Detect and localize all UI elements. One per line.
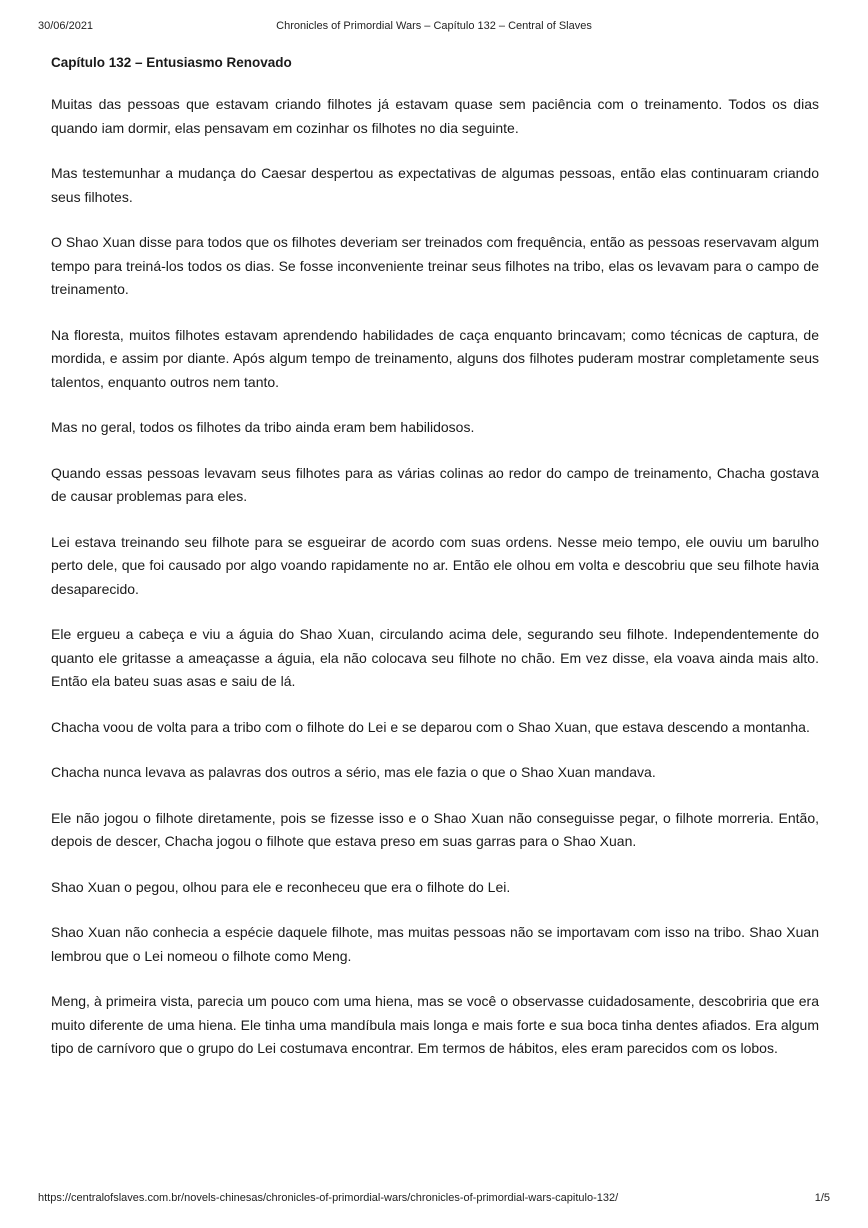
- paragraph: Ele ergueu a cabeça e viu a águia do Shao Xuan, circulando acima dele, segurando seu filhote. Independentemente do quanto ele gritasse a ameaçasse a águia, ela não colocava seu filhote no chão. Em vez disse, ela voava ainda mais alto. Então ela bateu suas asas e saiu de lá.: [51, 626, 819, 689]
- chapter-content: [51, 54, 819, 1083]
- print-date: 30/06/2021: [38, 20, 94, 32]
- page-url: https://centralofslaves.com.br/novels-chinesas/chronicles-of-primordial-wars/chronicles-of-primordial-wars-capitulo-132/: [38, 1192, 619, 1204]
- page-number: 1/5: [814, 1192, 830, 1204]
- print-header: [38, 20, 830, 36]
- document-title: Chronicles of Primordial Wars – Capítulo 132 – Central of Slaves: [276, 20, 592, 32]
- paragraph: Chacha voou de volta para a tribo com o filhote do Lei e se deparou com o Shao Xuan, que estava descendo a montanha.: [51, 718, 810, 735]
- paragraph: Shao Xuan não conhecia a espécie daquele filhote, mas muitas pessoas não se importavam com isso na tribo. Shao Xuan lembrou que o Lei nomeou o filhote como Meng.: [51, 924, 819, 964]
- paragraph: Na floresta, muitos filhotes estavam aprendendo habilidades de caça enquanto brincavam; como técnicas de captura, de mordida, e assim por diante. Após algum tempo de treinamento, alguns dos filhotes puderam mostrar completamente seus talentos, enquanto outros nem tanto.: [51, 326, 819, 390]
- paragraph: Lei estava treinando seu filhote para se esgueirar de acordo com suas ordens. Nesse meio tempo, ele ouviu um barulho perto dele, que foi causado por algo voando rapidamente no ar. Então ele olhou em volta e descobriu que seu filhote havia desaparecido.: [51, 533, 819, 597]
- paragraph: Mas testemunhar a mudança do Caesar despertou as expectativas de algumas pessoas, então elas continuaram criando seus filhotes.: [51, 165, 819, 205]
- paragraph: O Shao Xuan disse para todos que os filhotes deveriam ser treinados com frequência, então as pessoas reservavam algum tempo para treiná-los todos os dias. Se fosse inconveniente treinar seus filhotes na tribo, elas os levavam para o campo de treinamento.: [51, 234, 819, 297]
- paragraph: Chacha nunca levava as palavras dos outros a sério, mas ele fazia o que o Shao Xuan mandava.: [51, 764, 656, 780]
- print-footer: [38, 1192, 830, 1208]
- paragraph: Ele não jogou o filhote diretamente, pois se fizesse isso e o Shao Xuan não conseguisse pegar, o filhote morreria. Então, depois de descer, Chacha jogou o filhote que estava preso em suas garras para o Shao Xuan.: [51, 809, 819, 849]
- paragraph: Meng, à primeira vista, parecia um pouco com uma hiena, mas se você o observasse cuidadosamente, descobriria que era muito diferente de uma hiena. Ele tinha uma mandíbula mais longa e mais forte e sua boca tinha dentes afiados. Era algum tipo de carnívoro que o grupo do Lei costumava encontrar. Em termos de hábitos, eles eram parecidos com os lobos.: [51, 993, 819, 1056]
- paragraph: Quando essas pessoas levavam seus filhotes para as várias colinas ao redor do campo de treinamento, Chacha gostava de causar problemas para eles.: [51, 464, 819, 504]
- chapter-title: Capítulo 132 – Entusiasmo Renovado: [51, 55, 292, 70]
- paragraph: Mas no geral, todos os filhotes da tribo ainda eram bem habilidosos.: [51, 419, 475, 435]
- paragraph: Muitas das pessoas que estavam criando filhotes já estavam quase sem paciência com o treinamento. Todos os dias quando iam dormir, elas pensavam em cozinhar os filhotes no dia seguinte.: [51, 96, 819, 136]
- paragraph: Shao Xuan o pegou, olhou para ele e reconheceu que era o filhote do Lei.: [51, 878, 511, 895]
